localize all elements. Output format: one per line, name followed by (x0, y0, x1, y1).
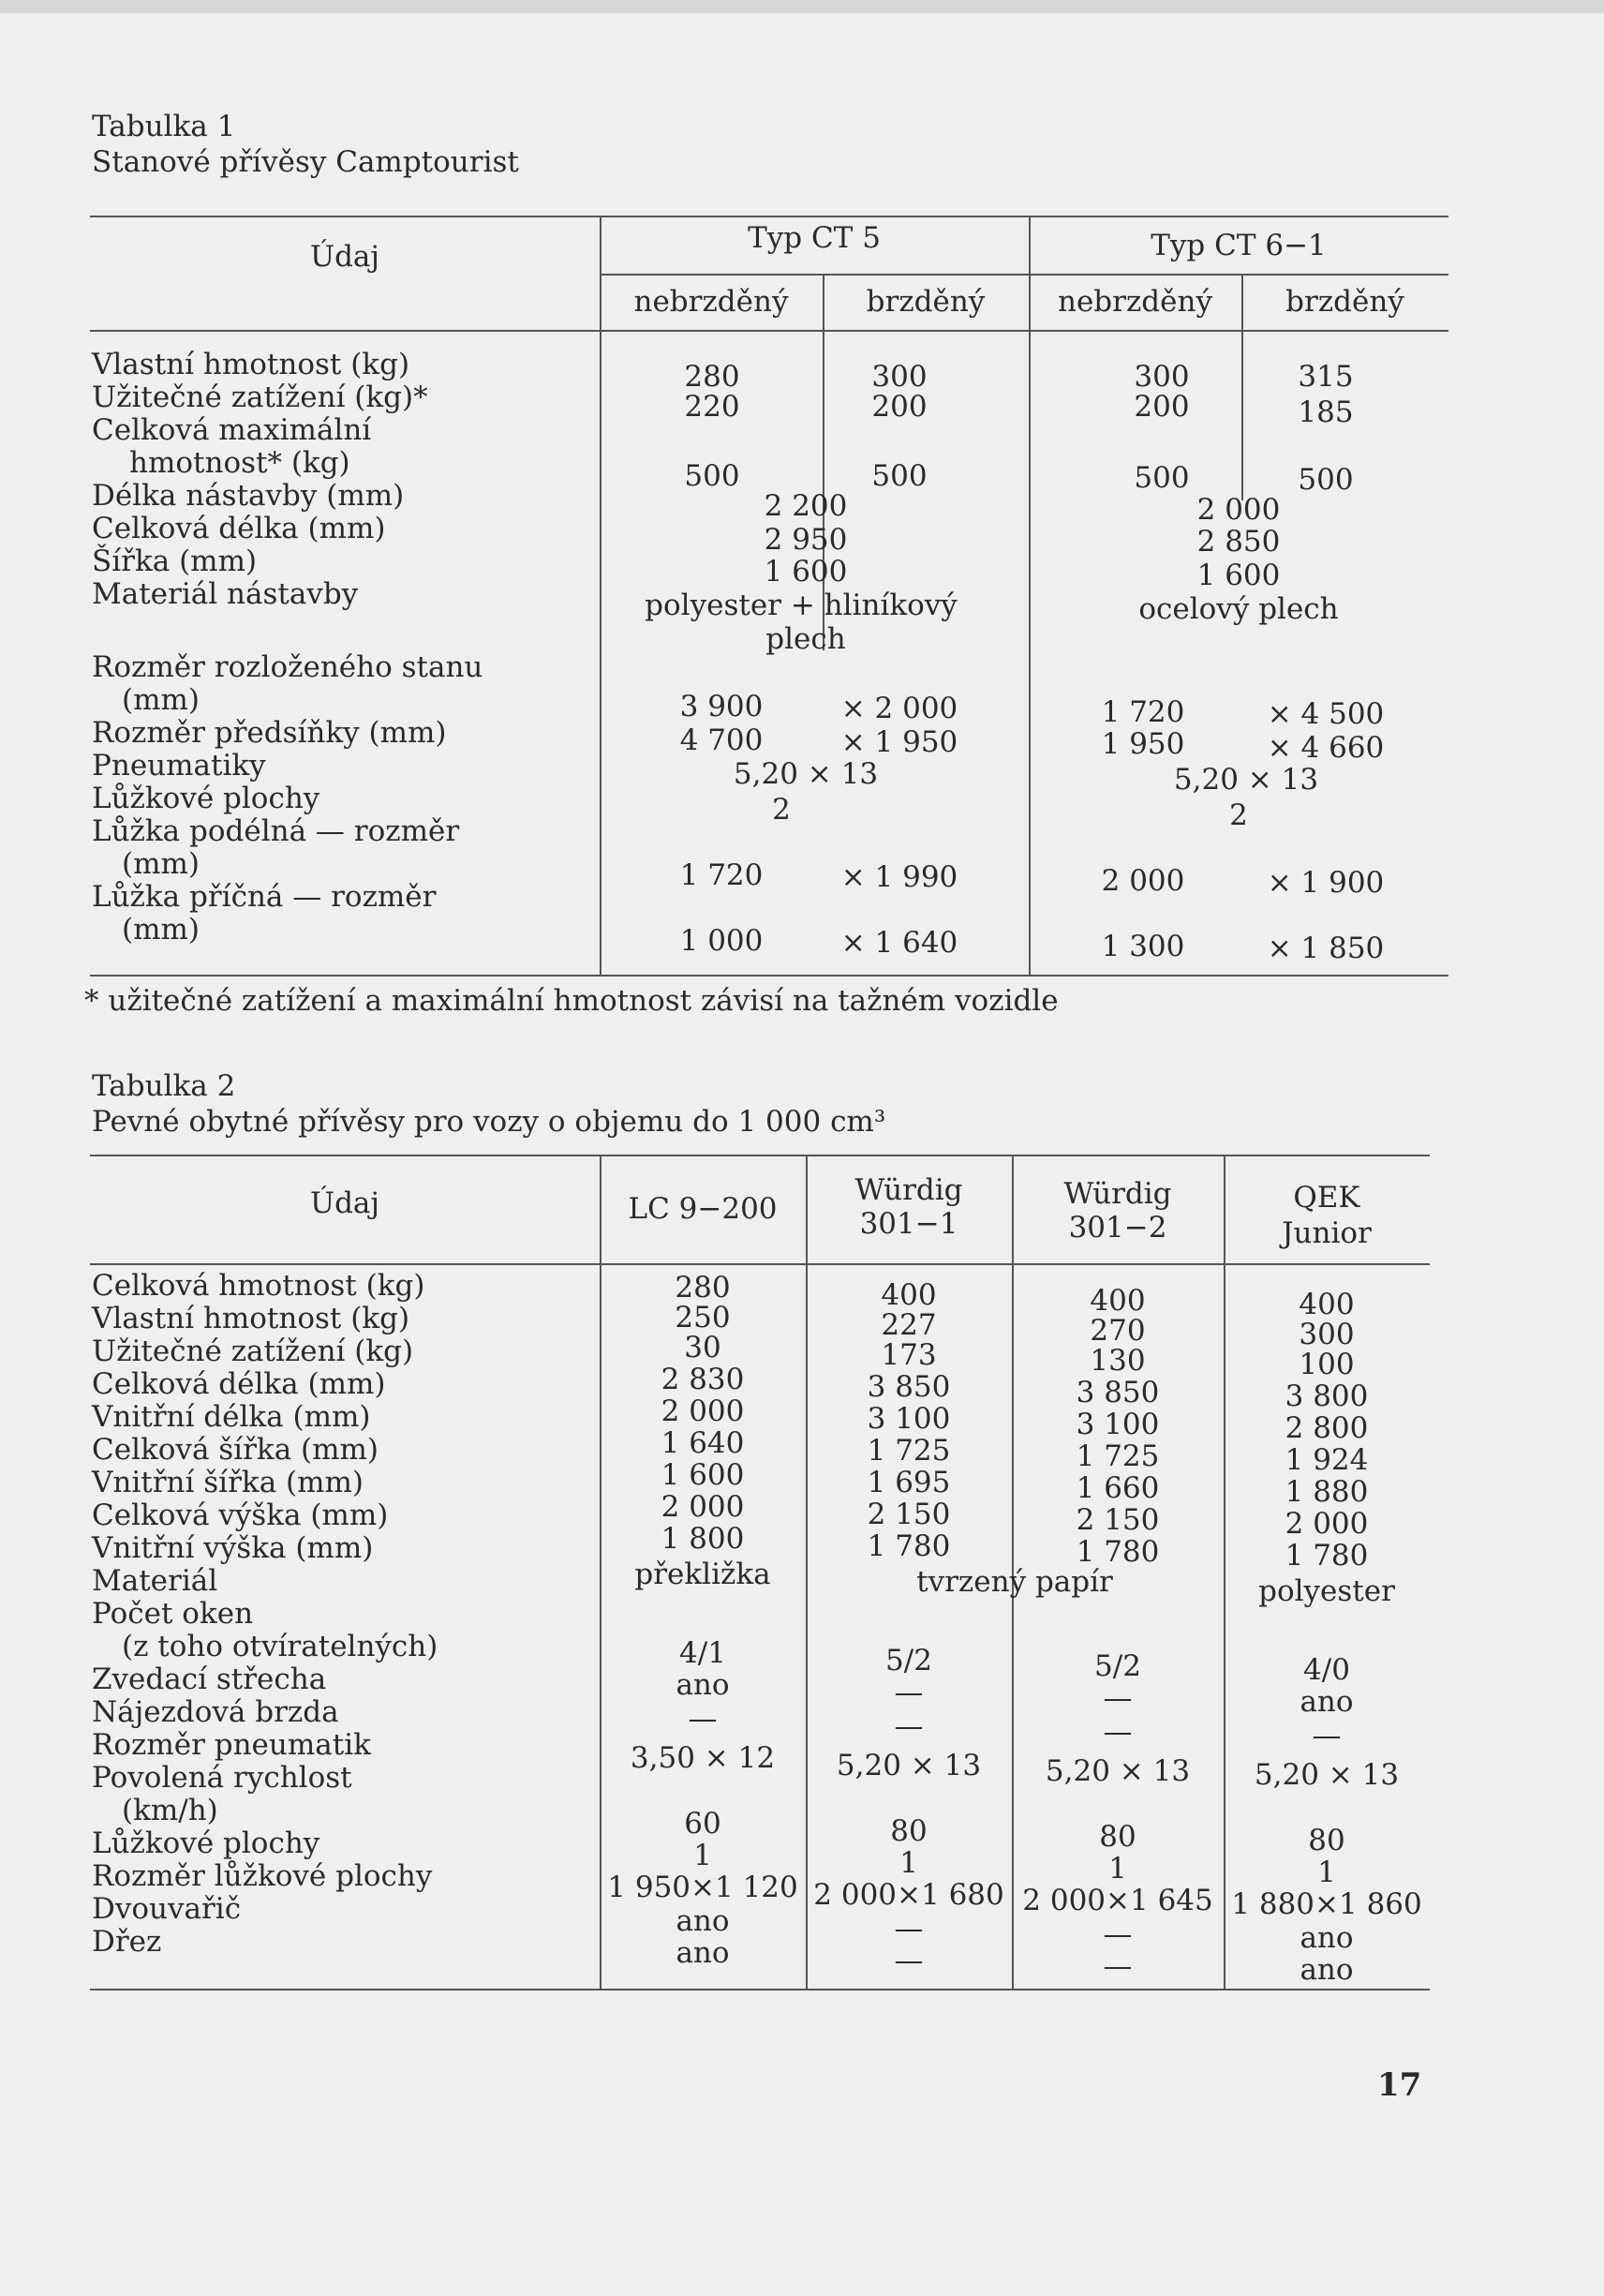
t2-cell: — (894, 1944, 924, 1977)
t2-cell: 4/1 (679, 1636, 726, 1670)
t2-cell: 5/2 (1094, 1649, 1141, 1683)
t2-cell: 80 (890, 1814, 928, 1848)
t2-cell: 400 (1299, 1288, 1355, 1321)
t2-cell: 3 850 (867, 1370, 951, 1404)
t2-cell: 1 780 (1076, 1535, 1160, 1569)
table2-top-rule (90, 1155, 1430, 1156)
t2-label: Povolená rychlost (92, 1761, 352, 1795)
t1-cell: 185 (1298, 395, 1354, 429)
table1-group-ct5: Typ CT 5 (748, 221, 881, 255)
t2-cell: — (894, 1676, 924, 1709)
t2-cell: 30 (684, 1331, 721, 1364)
t1-cell: 315 (1298, 360, 1354, 394)
table2-col-lc9: LC 9−200 (628, 1192, 778, 1226)
t1-cell: 200 (1134, 390, 1190, 424)
t2-cell: — (1312, 1719, 1342, 1752)
t2-cell: — (1103, 1715, 1133, 1749)
t2-cell: 1 (1108, 1852, 1127, 1886)
table2-header-label: Údaj (309, 1186, 380, 1220)
t2-cell: 1 950×1 120 (607, 1871, 798, 1904)
t2-label: Materiál (92, 1564, 218, 1598)
t2-cell: 80 (1308, 1824, 1345, 1857)
t2-label: Dvouvařič (92, 1892, 242, 1926)
t2-cell: polyester (1258, 1574, 1395, 1608)
t2-label: Vnitřní výška (mm) (92, 1531, 374, 1565)
t1-cell: 200 (871, 390, 928, 424)
t2-label: (km/h) (122, 1794, 218, 1827)
table2-header-rule (90, 1263, 1430, 1265)
t2-label: Užitečné zatížení (kg) (92, 1334, 414, 1368)
table2-col-wurdig2-sub: 301−2 (1068, 1211, 1167, 1245)
t2-cell: 3 100 (1076, 1408, 1160, 1441)
t2-cell: 130 (1090, 1344, 1146, 1378)
t2-cell: 2 830 (661, 1363, 745, 1396)
t1-cell: 2 000 (1101, 864, 1185, 898)
t2-cell: 173 (881, 1338, 937, 1372)
t1-cell: 280 (684, 360, 740, 394)
t2-cell: 2 800 (1285, 1411, 1369, 1445)
t2-cell: 1 660 (1076, 1471, 1160, 1505)
t2-cell: 1 (1317, 1856, 1336, 1889)
table1-footnote: * užitečné zatížení a maximální hmotnost závisí na tažném vozidle (84, 984, 1059, 1018)
t2-cell: ano (676, 1904, 730, 1938)
t1-label: Rozměr předsíňky (mm) (92, 716, 447, 750)
t1-cell: plech (765, 622, 846, 656)
t1-label: Rozměr rozloženého stanu (92, 650, 483, 684)
table1-subcol-4: brzděný (1285, 285, 1404, 319)
t2-cell: 2 000×1 680 (813, 1878, 1004, 1912)
t1-cell: 2 000 (1196, 493, 1281, 527)
t1-cell: 2 950 (764, 523, 848, 557)
table1-group-rule (600, 274, 1448, 276)
table2-col-wurdig1-sub: 301−1 (859, 1207, 958, 1241)
t1-cell: 5,20 × 13 (1173, 763, 1319, 797)
t2-cell: 1 725 (1076, 1439, 1160, 1473)
t2-cell: ano (1300, 1953, 1354, 1987)
t1-cell: 3 900 (679, 690, 764, 723)
table1-header-label: Údaj (309, 240, 380, 274)
t1-cell: × 1 640 (840, 926, 958, 960)
scan-edge (0, 0, 1604, 13)
t1-label: Pneumatiky (92, 749, 266, 783)
t1-label: Celková délka (mm) (92, 512, 386, 545)
t2-cell: — (894, 1709, 924, 1743)
table1-subcol-2: brzděný (866, 285, 986, 319)
t1-cell: ocelový plech (1138, 592, 1339, 626)
t2-cell: ano (676, 1668, 730, 1702)
t1-cell: 1 720 (1101, 695, 1185, 729)
page-number: 17 (1377, 2066, 1422, 2104)
t2-cell: 1 (899, 1846, 918, 1880)
t1-label: Šířka (mm) (92, 544, 258, 578)
t2-cell: 1 800 (661, 1522, 745, 1556)
t2-cell: 4/0 (1303, 1653, 1350, 1687)
table2-caption-title: Tabulka 2 (92, 1069, 236, 1103)
t1-label: Celková maximální (92, 413, 372, 447)
t1-cell: 500 (1134, 461, 1190, 495)
t1-cell: 1 300 (1101, 930, 1185, 963)
table2-caption-subtitle: Pevné obytné přívěsy pro vozy o objemu do 1 000 cm³ (92, 1105, 886, 1139)
t2-cell: — (1103, 1681, 1133, 1715)
t1-cell: × 2 000 (840, 692, 958, 725)
t2-label: Vnitřní délka (mm) (92, 1400, 371, 1434)
t2-cell: 60 (684, 1807, 721, 1841)
t2-cell: tvrzený papír (916, 1565, 1113, 1599)
t2-cell: 1 (693, 1839, 712, 1872)
t1-cell: 300 (1134, 360, 1190, 394)
t2-cell: 5,20 × 13 (1254, 1758, 1400, 1792)
t2-cell: překližka (634, 1558, 771, 1591)
t2-cell: 300 (1299, 1318, 1355, 1351)
table2-bottom-rule (90, 1989, 1430, 1990)
t1-cell: 1 950 (1101, 727, 1185, 761)
t2-label: Lůžkové plochy (92, 1826, 320, 1860)
t2-cell: 1 780 (1285, 1539, 1369, 1573)
t2-cell: — (894, 1912, 924, 1946)
t2-label: Dřez (92, 1925, 162, 1959)
t1-label: (mm) (122, 847, 200, 881)
t2-cell: 1 880×1 860 (1231, 1887, 1422, 1921)
table2-col-wurdig1: Würdig (854, 1173, 963, 1207)
t2-label: Zvedací střecha (92, 1662, 327, 1696)
t1-cell: 1 720 (679, 858, 764, 892)
t1-label: hmotnost* (kg) (129, 446, 350, 480)
t2-cell: 227 (881, 1308, 937, 1342)
t2-cell: 400 (881, 1278, 937, 1312)
t1-cell: 1 600 (764, 555, 848, 589)
table1-subcol-1: nebrzděný (633, 285, 789, 319)
t2-cell: 2 000 (661, 1394, 745, 1428)
table2-col-qek-sub: Junior (1282, 1216, 1372, 1250)
t2-label: Celková výška (mm) (92, 1498, 389, 1532)
t2-cell: 1 780 (867, 1529, 951, 1563)
t2-label: Vnitřní šířka (mm) (92, 1466, 364, 1499)
t1-label: Vlastní hmotnost (kg) (92, 348, 410, 381)
t1-cell: 500 (871, 459, 928, 493)
table1-header-rule (90, 330, 1448, 332)
t1-cell: × 4 500 (1267, 697, 1385, 731)
t2-label: Rozměr lůžkové plochy (92, 1859, 433, 1893)
t2-cell: ano (676, 1936, 730, 1970)
t1-cell: × 1 850 (1267, 932, 1385, 965)
t2-cell: 80 (1099, 1820, 1136, 1854)
t2-label: Rozměr pneumatik (92, 1728, 371, 1762)
table1-caption-subtitle: Stanové přívěsy Camptourist (92, 145, 519, 179)
table1-caption-title: Tabulka 1 (92, 110, 236, 143)
t1-cell: 2 (772, 793, 791, 827)
t2-cell: 3 800 (1285, 1379, 1369, 1413)
t2-label: Celková šířka (mm) (92, 1433, 379, 1467)
t2-cell: — (688, 1702, 718, 1736)
t1-cell: 5,20 × 13 (733, 757, 879, 791)
t2-cell: 3 100 (867, 1402, 951, 1436)
t1-cell: × 1 990 (840, 860, 958, 894)
t1-cell: 2 850 (1196, 525, 1281, 559)
t2-cell: 2 150 (1076, 1503, 1160, 1537)
t2-cell: 2 000×1 645 (1022, 1884, 1213, 1917)
t2-cell: 270 (1090, 1314, 1146, 1348)
t2-cell: 5,20 × 13 (836, 1749, 982, 1782)
table2-col-qek: QEK (1293, 1181, 1360, 1215)
t2-cell: 250 (675, 1301, 731, 1334)
t1-cell: × 1 900 (1267, 866, 1385, 900)
table1-group-ct6: Typ CT 6−1 (1151, 229, 1327, 262)
t2-label: (z toho otvíratelných) (122, 1630, 438, 1663)
t1-label: Lůžka podélná — rozměr (92, 814, 460, 848)
t2-cell: 1 924 (1285, 1443, 1369, 1477)
t2-label: Počet oken (92, 1597, 254, 1631)
t1-label: Délka nástavby (mm) (92, 479, 405, 513)
t2-cell: 3 850 (1076, 1376, 1160, 1409)
t1-cell: 2 (1229, 798, 1248, 832)
t2-cell: — (1103, 1917, 1133, 1951)
t1-label: Užitečné zatížení (kg)* (92, 380, 428, 414)
table1-subcol-3: nebrzděný (1058, 285, 1212, 319)
t2-cell: 280 (675, 1271, 731, 1305)
t2-label: Celková hmotnost (kg) (92, 1269, 425, 1303)
t2-cell: 3,50 × 12 (630, 1741, 776, 1775)
t1-cell: 500 (684, 459, 740, 493)
t2-cell: 5/2 (885, 1644, 932, 1677)
t2-cell: 1 600 (661, 1458, 745, 1492)
t2-cell: 400 (1090, 1284, 1146, 1318)
t1-label: Materiál nástavby (92, 577, 359, 611)
t1-label: Lůžka příčná — rozměr (92, 880, 437, 914)
table2-col-wurdig2: Würdig (1063, 1177, 1172, 1211)
t1-cell: 4 700 (679, 723, 764, 757)
t1-cell: 2 200 (764, 489, 848, 523)
t2-cell: ano (1300, 1921, 1354, 1955)
table1-bottom-rule (90, 975, 1448, 977)
t1-label: (mm) (122, 683, 200, 717)
t2-label: Celková délka (mm) (92, 1367, 386, 1401)
t1-cell: 1 600 (1196, 559, 1281, 592)
t1-cell: polyester + hliníkový (645, 589, 958, 622)
t1-cell: 500 (1298, 463, 1354, 497)
t2-cell: 1 880 (1285, 1475, 1369, 1509)
t2-cell: 2 150 (867, 1498, 951, 1531)
t1-cell: 1 000 (679, 924, 764, 958)
t1-cell: × 1 950 (840, 725, 958, 759)
t2-cell: — (1103, 1949, 1133, 1983)
t2-cell: 5,20 × 13 (1045, 1754, 1191, 1788)
t1-label: (mm) (122, 913, 200, 947)
t2-cell: ano (1300, 1685, 1354, 1719)
t1-label: Lůžkové plochy (92, 782, 320, 815)
t2-cell: 100 (1299, 1348, 1355, 1381)
t2-label: Nájezdová brzda (92, 1695, 339, 1729)
t1-cell: 220 (684, 390, 740, 424)
table1-vline-2 (1029, 216, 1031, 977)
t1-cell: × 4 660 (1267, 731, 1385, 765)
t2-cell: 1 695 (867, 1466, 951, 1499)
table1-top-rule (90, 216, 1448, 217)
t2-cell: 1 640 (661, 1426, 745, 1460)
t2-label: Vlastní hmotnost (kg) (92, 1302, 410, 1335)
t1-cell: 300 (871, 360, 928, 394)
t2-cell: 2 000 (661, 1490, 745, 1524)
t2-cell: 2 000 (1285, 1507, 1369, 1541)
t2-cell: 1 725 (867, 1434, 951, 1468)
